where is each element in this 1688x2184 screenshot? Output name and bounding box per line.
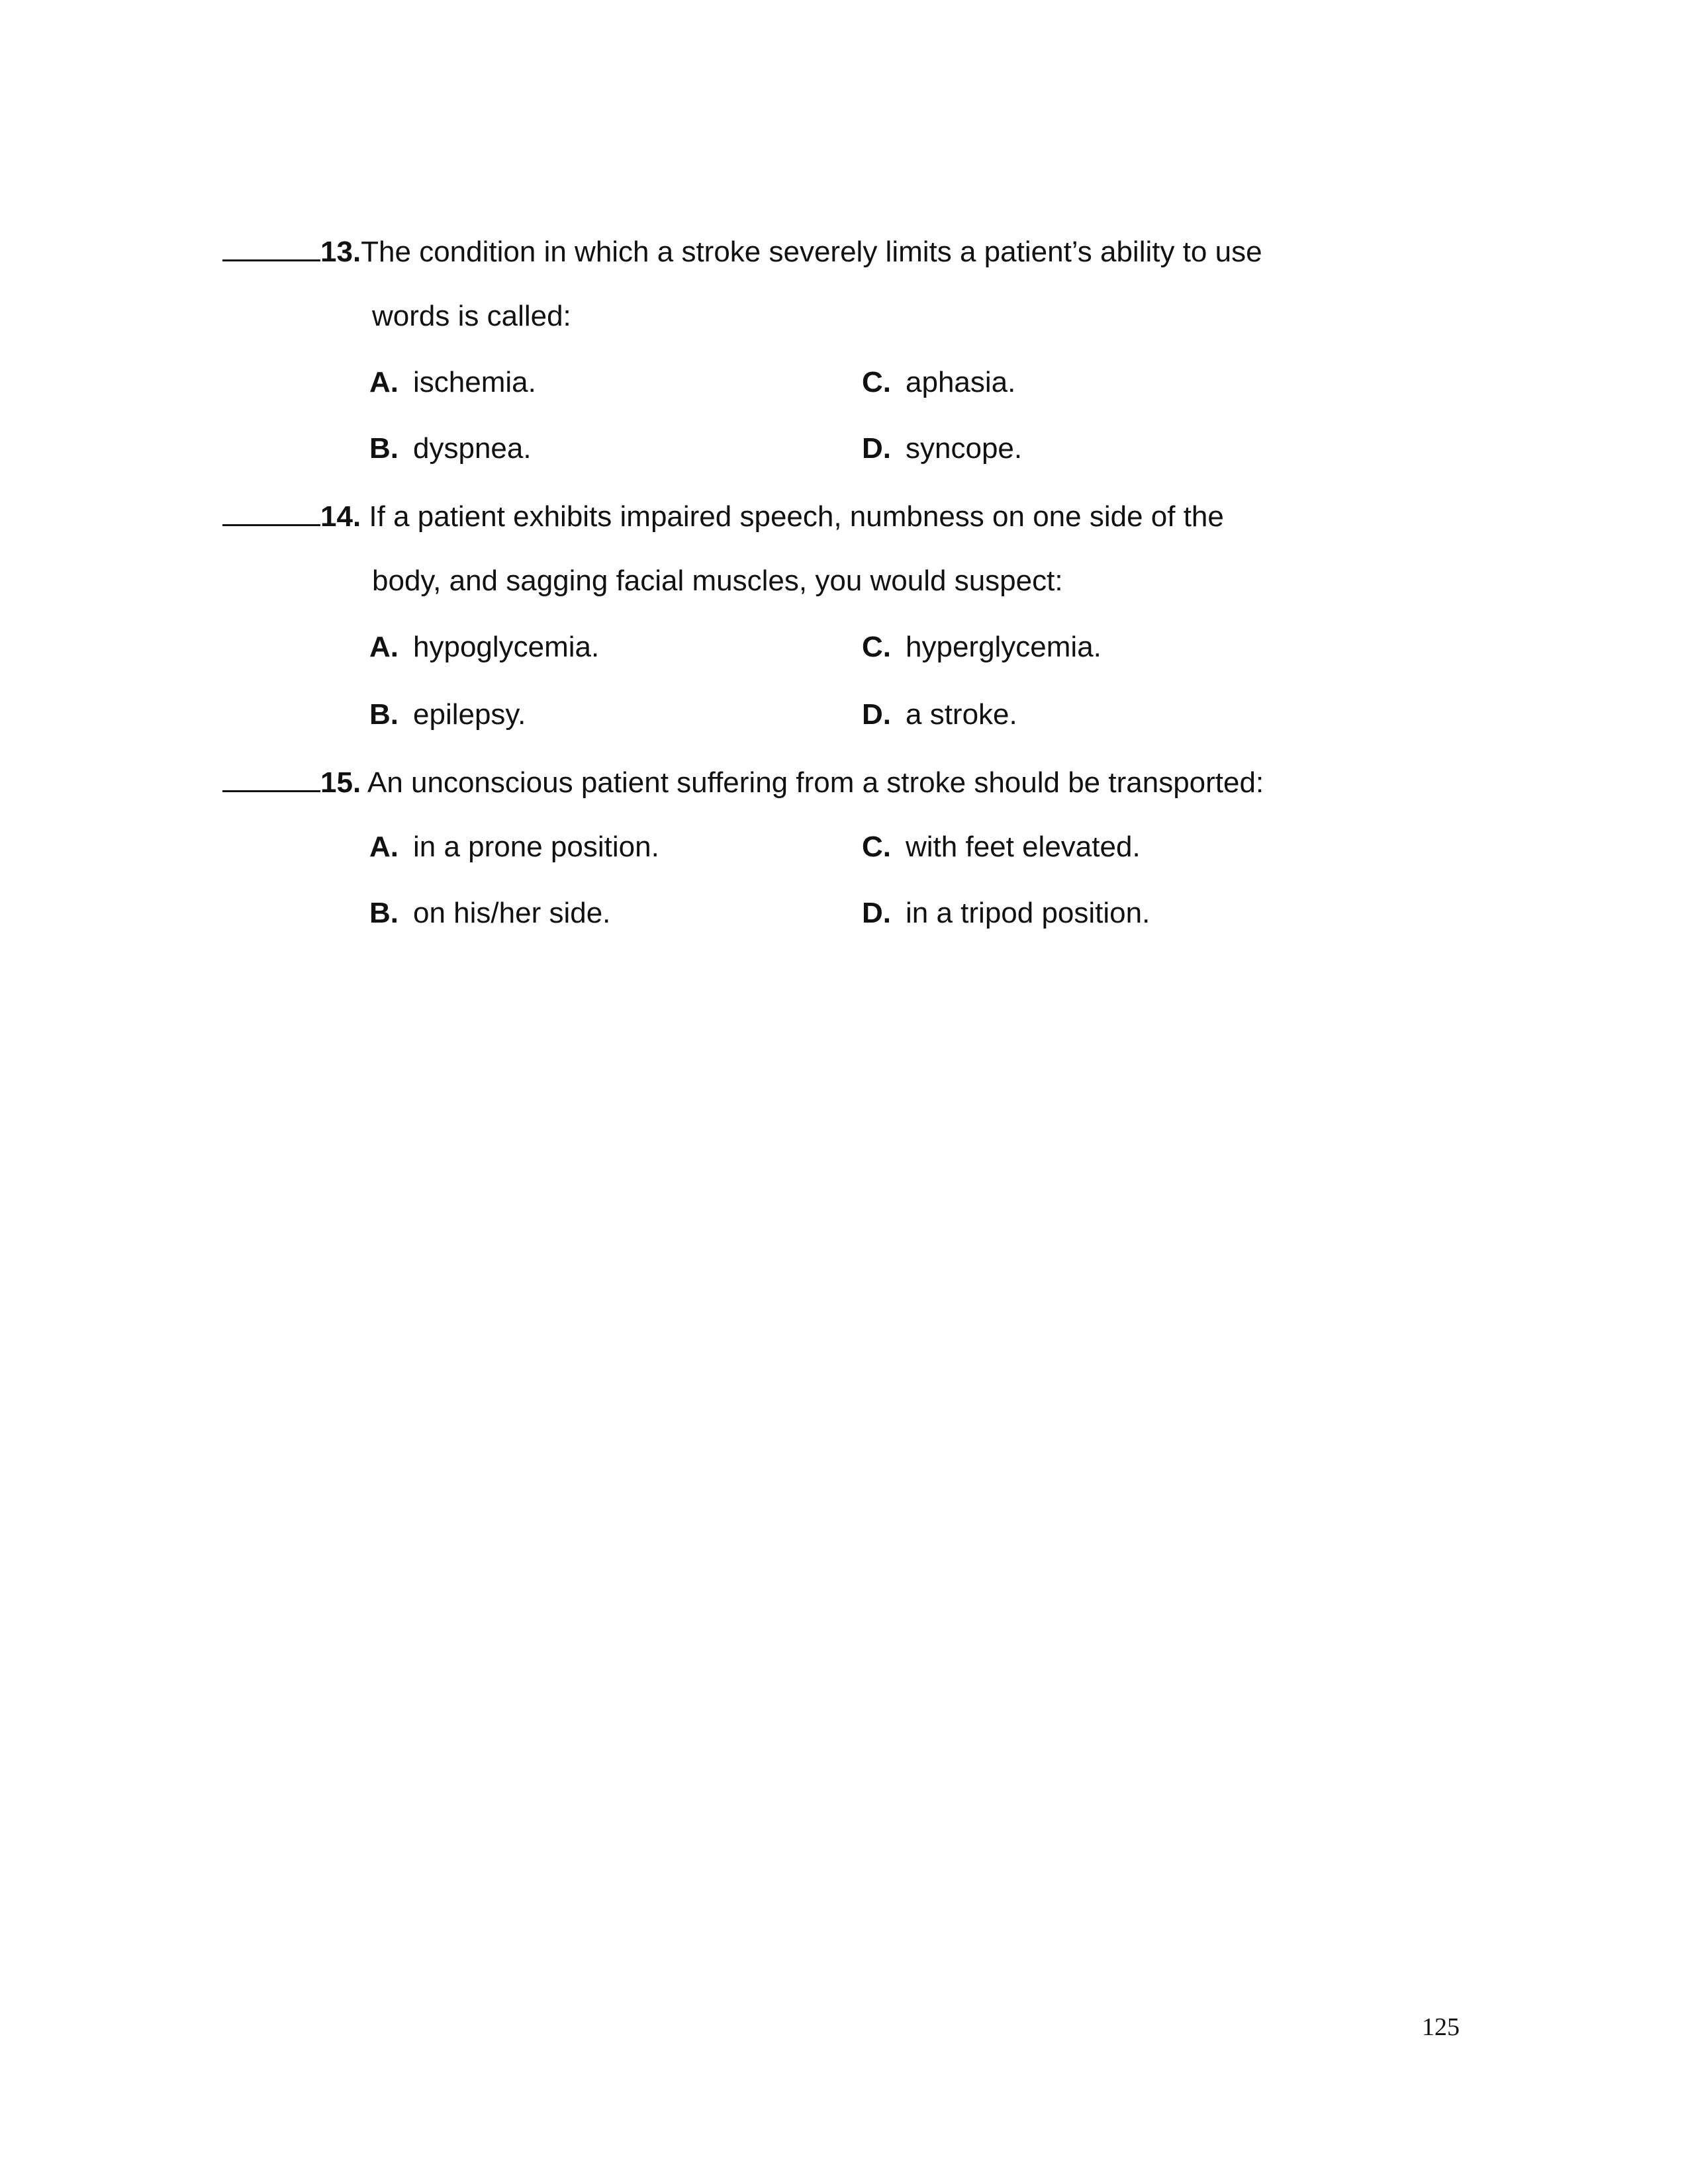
option-text: in a tripod position. [906, 897, 1150, 929]
page-number: 125 [1422, 2013, 1460, 2041]
question-13-stem-continued: words is called: [372, 300, 571, 332]
option-text: syncope. [906, 432, 1023, 465]
question-14-option-c [862, 630, 1102, 664]
question-15-option-a [369, 830, 659, 864]
option-letter: D. [862, 897, 891, 929]
question-number: 13. [320, 236, 361, 268]
question-15-option-c [862, 830, 1141, 864]
option-letter: D. [862, 698, 891, 731]
option-letter: D. [862, 432, 891, 465]
option-text: dyspnea. [413, 432, 532, 465]
question-14-option-b [369, 698, 526, 732]
question-13-option-b [369, 432, 532, 466]
option-letter: A. [369, 631, 399, 663]
option-letter: B. [369, 432, 399, 465]
question-number: 14. [320, 500, 361, 533]
option-text: hypoglycemia. [413, 631, 600, 663]
question-14-option-a [369, 630, 599, 664]
question-13-option-a [369, 365, 536, 400]
option-text: with feet elevated. [906, 831, 1141, 863]
option-text: hyperglycemia. [906, 631, 1102, 663]
option-letter: A. [369, 366, 399, 398]
question-13-option-d [862, 432, 1022, 466]
option-letter: B. [369, 897, 399, 929]
option-letter: B. [369, 698, 399, 731]
option-text: aphasia. [906, 366, 1016, 398]
option-text: a stroke. [906, 698, 1017, 731]
option-text: ischemia. [413, 366, 536, 398]
question-15-option-b [369, 896, 610, 931]
option-letter: C. [862, 831, 891, 863]
question-15-option-d [862, 896, 1150, 931]
answer-blank-14[interactable] [222, 498, 320, 526]
option-text: epilepsy. [413, 698, 526, 731]
question-number: 15. [320, 766, 361, 799]
option-text: on his/her side. [413, 897, 611, 929]
question-13-option-c [862, 365, 1015, 400]
option-letter: A. [369, 831, 399, 863]
question-14-stem [222, 498, 1224, 534]
question-text: The condition in which a stroke severely limits a patient’s ability to use [361, 236, 1262, 268]
question-13-stem [222, 233, 1262, 269]
answer-blank-15[interactable] [222, 764, 320, 792]
option-text: in a prone position. [413, 831, 659, 863]
answer-blank-13[interactable] [222, 233, 320, 261]
question-14-option-d [862, 698, 1017, 732]
option-letter: C. [862, 366, 891, 398]
option-letter: C. [862, 631, 891, 663]
question-text: If a patient exhibits impaired speech, numbness on one side of the [361, 500, 1224, 533]
question-14-stem-continued: body, and sagging facial muscles, you would suspect: [372, 565, 1063, 597]
question-15-stem [222, 764, 1264, 800]
question-text: An unconscious patient suffering from a stroke should be transported: [361, 766, 1264, 799]
